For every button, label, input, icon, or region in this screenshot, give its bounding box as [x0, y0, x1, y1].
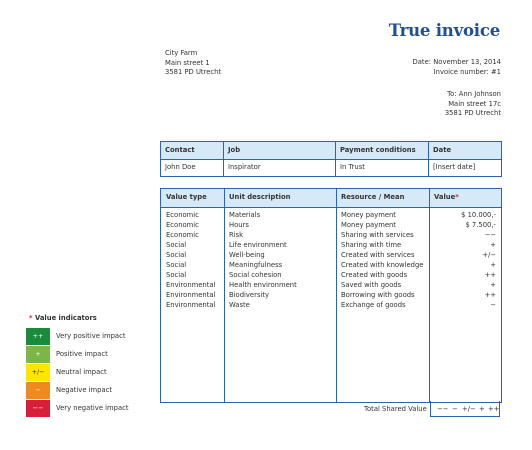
row-value: + [490, 261, 496, 269]
legend-swatch: −− [26, 400, 50, 417]
contact-payment-conditions: In Trust [336, 160, 429, 177]
contact-name: John Doe [161, 160, 224, 177]
recipient-address [445, 90, 501, 119]
row-value: + [490, 281, 496, 289]
value-table [160, 188, 502, 403]
row-value-type: Environmental [166, 301, 216, 309]
header-unit-description: Unit description [229, 193, 291, 201]
row-value-type: Economic [166, 221, 199, 229]
legend-item [26, 328, 186, 346]
contact-table [160, 141, 502, 177]
row-resource: Created with goods [341, 271, 408, 279]
table-row [161, 221, 501, 231]
contact-table-header [161, 142, 502, 160]
invoice-meta [413, 58, 501, 77]
row-unit-description: Waste [229, 301, 250, 309]
row-unit-description: Materials [229, 211, 261, 219]
table-row [161, 211, 501, 221]
contact-job: Inspirator [224, 160, 336, 177]
row-unit-description: Hours [229, 221, 249, 229]
legend-item [26, 400, 186, 418]
table-row [161, 251, 501, 261]
row-unit-description: Health environment [229, 281, 297, 289]
legend-item [26, 382, 186, 400]
recipient-name: To: Ann Johnson [447, 90, 501, 98]
row-value-type: Environmental [166, 281, 216, 289]
legend-label: Neutral impact [56, 368, 107, 376]
header-contact: Contact [161, 142, 224, 160]
total-negative: − [452, 405, 458, 413]
legend-title [29, 314, 97, 324]
row-resource: Money payment [341, 221, 396, 229]
legend-asterisk: * [29, 314, 33, 322]
row-resource: Created with services [341, 251, 415, 259]
legend-swatch: + [26, 346, 50, 363]
row-value-type: Environmental [166, 291, 216, 299]
row-resource: Saved with goods [341, 281, 402, 289]
row-value-type: Social [166, 271, 187, 279]
legend-swatch: +/− [26, 364, 50, 381]
row-value: ++ [484, 291, 496, 299]
sender-street: Main street 1 [165, 58, 210, 67]
table-row [161, 281, 501, 291]
row-value-type: Economic [166, 211, 199, 219]
header-value [434, 193, 459, 203]
row-unit-description: Life environment [229, 241, 287, 249]
row-resource: Borrowing with goods [341, 291, 415, 299]
row-resource: Sharing with time [341, 241, 402, 249]
legend-title-text: Value indicators [34, 314, 97, 322]
total-shared-value [430, 401, 500, 417]
invoice-number: Invoice number: #1 [433, 67, 501, 76]
row-unit-description: Biodiversity [229, 291, 270, 299]
total-very-negative: −− [437, 405, 449, 413]
row-unit-description: Social cohesion [229, 271, 282, 279]
table-row [161, 241, 501, 251]
total-very-positive: ++ [488, 405, 500, 413]
row-unit-description: Meaningfulness [229, 261, 283, 269]
header-date: Date [429, 142, 502, 160]
contact-date: [Insert date] [429, 160, 502, 177]
table-row [161, 231, 501, 241]
header-value-label: Value [434, 193, 456, 201]
row-unit-description: Well-being [229, 251, 265, 259]
table-row [161, 291, 501, 301]
row-unit-description: Risk [229, 231, 244, 239]
table-row [161, 301, 501, 311]
row-value: ++ [484, 271, 496, 279]
invoice-date: Date: November 13, 2014 [412, 58, 501, 66]
row-value: $ 10.000,- [461, 211, 496, 219]
header-job: Job [224, 142, 336, 160]
recipient-street: Main street 17c [448, 99, 501, 108]
total-positive: + [479, 405, 485, 413]
contact-table-row [161, 160, 502, 177]
legend-label: Negative impact [56, 386, 113, 394]
row-resource: Sharing with services [341, 231, 414, 239]
row-value: +/− [482, 251, 496, 259]
legend-label: Very negative impact [56, 404, 129, 412]
row-resource: Money payment [341, 211, 396, 219]
sender-name: City Farm [165, 49, 198, 57]
total-shared-value-label: Total Shared Value [364, 405, 427, 413]
row-resource: Exchange of goods [341, 301, 406, 309]
header-resource-mean: Resource / Mean [341, 193, 405, 201]
header-value-type: Value type [166, 193, 207, 201]
row-value: $ 7.500,- [465, 221, 496, 229]
legend-swatch: ++ [26, 328, 50, 345]
row-value-type: Economic [166, 231, 199, 239]
row-value-type: Social [166, 261, 187, 269]
header-payment-conditions: Payment conditions [336, 142, 429, 160]
sender-address [165, 49, 221, 78]
legend-item [26, 364, 186, 382]
row-value: + [490, 241, 496, 249]
row-value-type: Social [166, 251, 187, 259]
legend-label: Positive impact [56, 350, 108, 358]
total-neutral: +/− [462, 405, 476, 413]
row-value: − [490, 301, 496, 309]
row-value-type: Social [166, 241, 187, 249]
legend-item [26, 346, 186, 364]
legend-label: Very positive impact [56, 332, 126, 340]
header-value-asterisk: * [455, 193, 459, 201]
table-row [161, 261, 501, 271]
table-row [161, 271, 501, 281]
row-value: −− [484, 231, 496, 239]
invoice-title: True invoice [388, 21, 500, 40]
sender-city: 3581 PD Utrecht [165, 68, 222, 77]
recipient-city: 3581 PD Utrecht [444, 109, 501, 118]
legend-swatch: − [26, 382, 50, 399]
row-resource: Created with knowledge [341, 261, 424, 269]
